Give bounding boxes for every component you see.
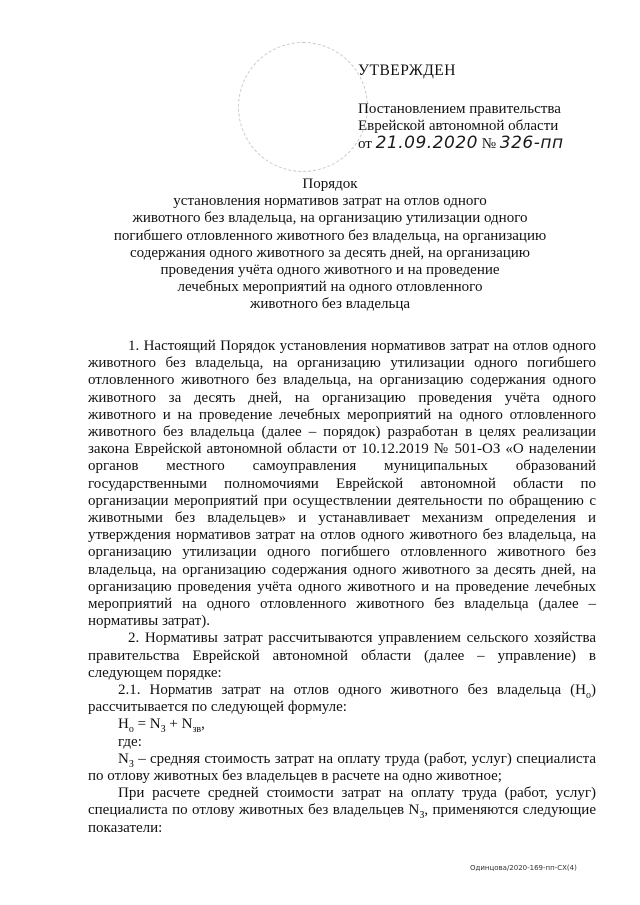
formula-term2-sub: зв — [192, 724, 202, 736]
official-seal — [238, 42, 368, 172]
formula — [88, 716, 596, 736]
def-subscript: З — [128, 758, 134, 770]
paragraph-2-1 — [88, 682, 596, 716]
document-body — [88, 338, 596, 837]
formula-end: , — [201, 716, 205, 733]
title-line: погибшего отловленного животного без владельца, на организацию — [113, 227, 547, 244]
formula-lhs: Н — [118, 716, 129, 733]
title-line: лечебных мероприятий на одного отловленного — [177, 279, 483, 296]
title-line: содержания одного животного за десять дней, на организацию — [130, 244, 530, 261]
document-title — [90, 176, 570, 314]
approval-block — [358, 62, 618, 153]
approval-line-1: Постановлением правительства — [358, 101, 561, 117]
number-prefix: № — [481, 136, 497, 152]
where-label: где: — [118, 733, 142, 750]
approval-line-2: Еврейской автономной области — [358, 118, 559, 134]
p3-text-post: ) рассчитывается по следующей формуле: — [88, 682, 596, 716]
handwritten-date: 21.09.2020 — [375, 133, 478, 153]
p5-text-pre: При расчете средней стоимости затрат на оплату труда (работ, услуг) специалиста по отлову животных без владельцев N — [88, 785, 596, 819]
p3-subscript: о — [586, 690, 591, 702]
title-line: установления нормативов затрат на отлов одного — [173, 193, 487, 210]
paragraph-2: 2. Нормативы затрат рассчитываются управлением сельского хозяйства правительства Еврейской автономной области (далее – управление) в следующем порядке: — [88, 630, 596, 681]
approval-date-line — [358, 135, 618, 153]
formula-plus: + N — [165, 716, 193, 733]
formula-lhs-sub: о — [128, 724, 134, 736]
approval-title: УТВЕРЖДЕН — [358, 62, 456, 79]
handwritten-number: 326-пп — [499, 133, 564, 153]
def-text: – средняя стоимость затрат на оплату труда (работ, услуг) специалиста по отлову животных без владельцев в расчете на одно животное; — [88, 750, 596, 785]
paragraph-indicators — [88, 785, 596, 837]
footer-code: Одинцова/2020-169-пп-СХ(4) — [470, 864, 577, 872]
definition-nz — [88, 751, 596, 785]
title-line: животного без владельца — [249, 296, 411, 313]
p5-text-post: , применяются следующие показатели: — [88, 802, 596, 836]
def-symbol: N — [118, 750, 129, 767]
formula-eq: = N — [133, 716, 161, 733]
paragraph-1: 1. Настоящий Порядок установления нормативов затрат на отлов одного животного без владельца, на организацию утилизации одного погибшего отловленного животного без владельца, на организацию содержания одного животного за десять дней, на организацию проведения учёта одного животного и на проведение лечебных мероприятий на одного отловленного животного без владельца (далее – порядок) разработан в целях реализации закона Еврейской автономной области от 10.12.2019 № 501-ОЗ «О наделении органов местного самоуправления муниципальных образований государственными полномочиями Еврейской автономной области по организации мероприятий при осуществлении деятельности по обращению с животными без владельцев» и устанавливает механизм определения и утверждения нормативов затрат на отлов одного животного без владельца, на организацию утилизации одного погибшего отловленного животного без владельца, на организацию содержания одного животного за десять дней, на организацию проведения учёта одного животного и на проведение лечебных мероприятий на одного отловленного животного без владельца (далее – нормативы затрат). — [88, 338, 596, 630]
p3-text-pre: 2.1. Норматив затрат на отлов одного животного без владельца (Н — [118, 682, 586, 699]
title-line: животного без владельца, на организацию утилизации одного — [132, 210, 528, 227]
p5-subscript: З — [419, 810, 425, 822]
title-line: проведения учёта одного животного и на проведение — [160, 262, 500, 279]
date-prefix: от — [358, 136, 372, 152]
title-line: Порядок — [302, 176, 358, 192]
formula-term1-sub: З — [160, 724, 166, 736]
